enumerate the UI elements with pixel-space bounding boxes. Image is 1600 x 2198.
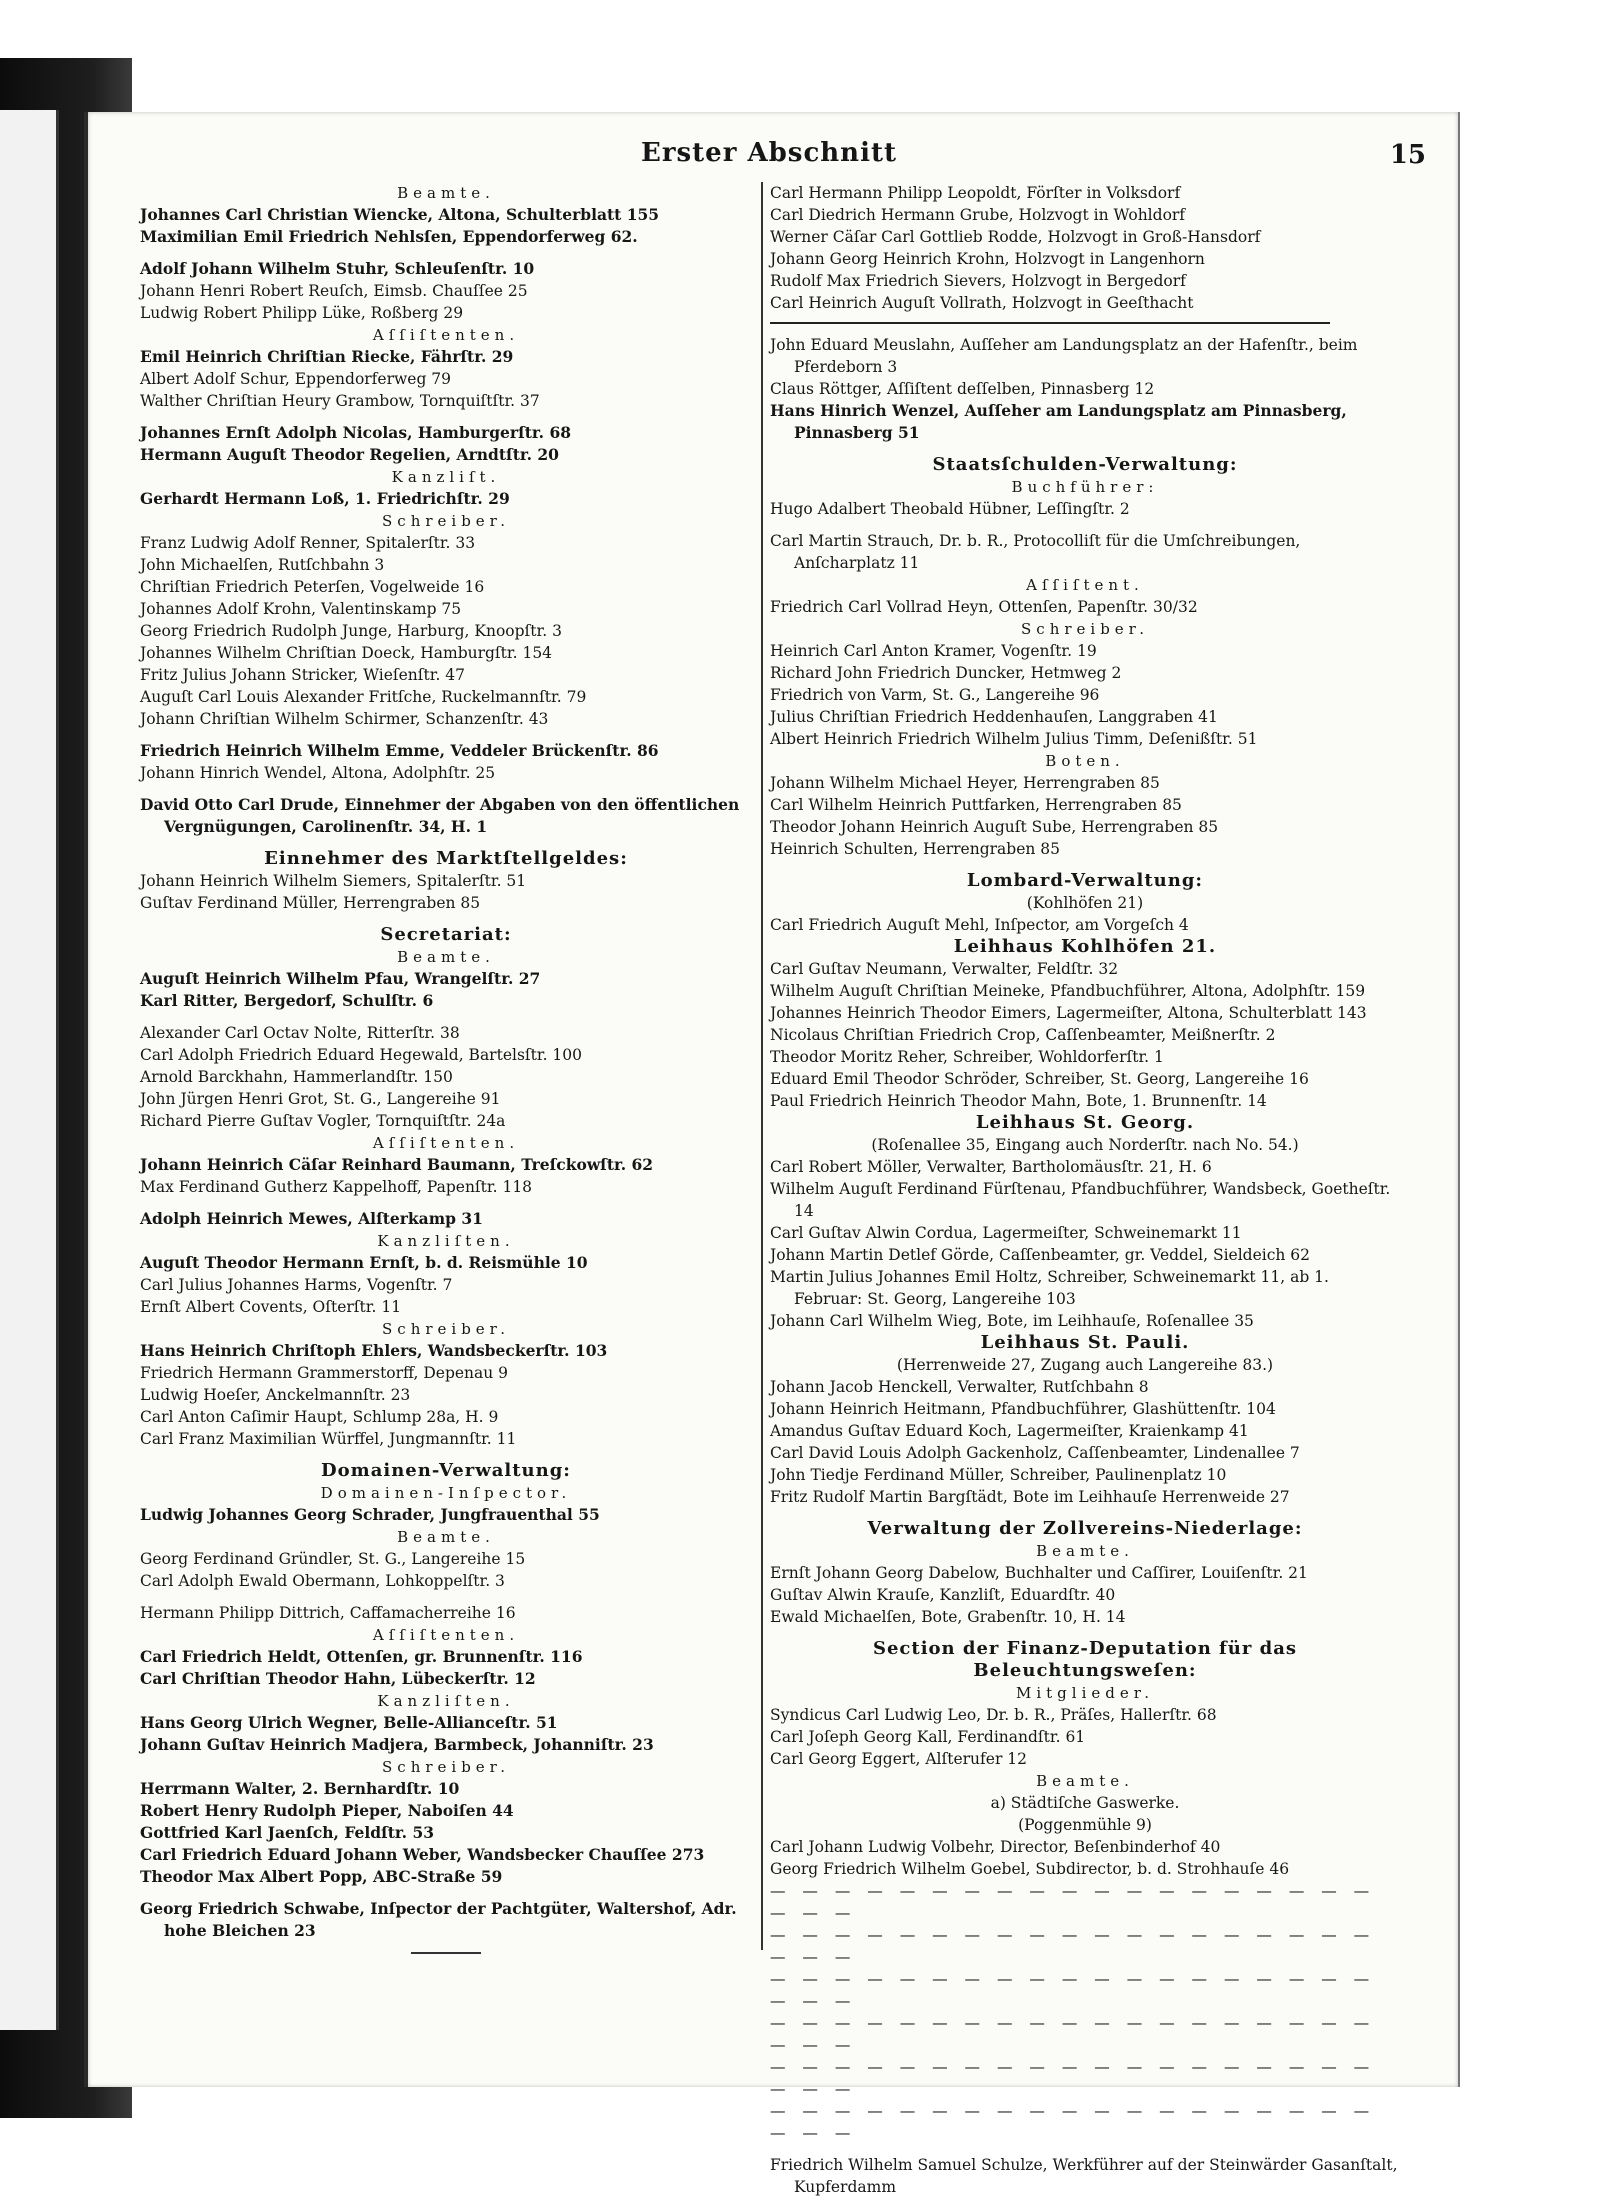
directory-entry: Carl Anton Caſimir Haupt, Schlump 28a, H. 9 <box>140 1408 499 1426</box>
directory-entry: Carl Robert Möller, Verwalter, Bartholomäusſtr. 21, H. 6 <box>770 1158 1212 1176</box>
directory-entry: Auguſt Carl Louis Alexander Fritſche, Ruckelmannſtr. 79 <box>140 688 587 706</box>
directory-entry: Hermann Auguſt Theodor Regelien, Arndtſtr. 20 <box>140 445 559 464</box>
dash-line: — — — — — — — — — — — — — — — — — — — — — — <box>770 2014 1376 2054</box>
directory-entry: Richard John Friedrich Duncker, Hetmweg 2 <box>770 664 1122 682</box>
address-note: (Poggenmühle 9) <box>1018 1816 1152 1834</box>
spacer <box>140 412 752 422</box>
directory-entry: Carl Adolph Friedrich Eduard Hegewald, Bartelsſtr. 100 <box>140 1046 583 1064</box>
section-heading: Leihhaus St. Georg. <box>975 1112 1195 1133</box>
subheading: Aſſiſtenten. <box>372 326 520 344</box>
directory-entry: Eduard Emil Theodor Schröder, Schreiber, St. Georg, Langereihe 16 <box>770 1070 1309 1088</box>
directory-entry: Ernſt Johann Georg Dabelow, Buchhalter und Caſſirer, Louiſenſtr. 21 <box>770 1564 1308 1582</box>
directory-entry: Johannes Carl Christian Wiencke, Altona, Schulterblatt 155 <box>140 205 660 224</box>
spacer <box>140 1592 752 1602</box>
column-divider <box>761 182 763 1950</box>
directory-entry: Syndicus Carl Ludwig Leo, Dr. b. R., Präſes, Hallerſtr. 68 <box>770 1706 1217 1724</box>
spacer <box>140 730 752 740</box>
directory-entry: Theodor Max Albert Popp, ABC-Straße 59 <box>140 1867 503 1886</box>
directory-entry: Maximilian Emil Friedrich Nehlsſen, Eppendorferweg 62. <box>140 227 638 246</box>
page-number: 15 <box>1389 140 1426 170</box>
directory-entry: Wilhelm Auguſt Ferdinand Fürſtenau, Pfandbuchführer, Wandsbeck, Goetheſtr. 14 <box>770 1180 1391 1220</box>
directory-entry: Carl Friedrich Heldt, Ottenſen, gr. Brunnenſtr. 116 <box>140 1647 583 1666</box>
directory-entry: Guſtav Alwin Krauſe, Kanzliſt, Eduardſtr. 40 <box>770 1586 1116 1604</box>
page-header <box>84 138 1454 178</box>
directory-entry: Friedrich Heinrich Wilhelm Emme, Veddeler Brückenſtr. 86 <box>140 741 659 760</box>
subheading: Buchführer: <box>1011 478 1159 496</box>
directory-entry: Johann Heinrich Wilhelm Siemers, Spitalerſtr. 51 <box>140 872 527 890</box>
dash-line: — — — — — — — — — — — — — — — — — — — — — — <box>770 1926 1376 1966</box>
directory-entry: Fritz Rudolf Martin Bargſtädt, Bote im Leihhauſe Herrenweide 27 <box>770 1488 1290 1506</box>
directory-entry: Johann Heinrich Cäſar Reinhard Baumann, Treſckowſtr. 62 <box>140 1155 654 1174</box>
directory-entry: Carl Wilhelm Heinrich Puttfarken, Herrengraben 85 <box>770 796 1182 814</box>
spacer <box>770 444 1400 454</box>
dash-line: — — — — — — — — — — — — — — — — — — — — — — <box>770 2102 1376 2142</box>
spacer <box>770 520 1400 530</box>
directory-entry: Auguſt Theodor Hermann Ernſt, b. d. Reismühle 10 <box>140 1253 588 1272</box>
directory-entry: Claus Röttger, Aſſiſtent deſſelben, Pinnasberg 12 <box>770 380 1155 398</box>
section-rule <box>770 322 1330 324</box>
address-note: a) Städtiſche Gaswerke. <box>990 1794 1180 1812</box>
subheading: Beamte. <box>397 1528 495 1546</box>
directory-entry: Hermann Philipp Dittrich, Caffamacherreihe 16 <box>140 1604 516 1622</box>
directory-entry: Auguſt Heinrich Wilhelm Pfau, Wrangelſtr. 27 <box>140 969 541 988</box>
directory-entry: Paul Friedrich Heinrich Theodor Mahn, Bote, 1. Brunnenſtr. 14 <box>770 1092 1267 1110</box>
directory-entry: Georg Friedrich Schwabe, Inſpector der Pachtgüter, Waltershof, Adr. hohe Bleichen 23 <box>140 1899 737 1940</box>
directory-entry: Adolf Johann Wilhelm Stuhr, Schleuſenſtr. 10 <box>140 259 535 278</box>
directory-entry: Karl Ritter, Bergedorf, Schulſtr. 6 <box>140 991 434 1010</box>
directory-entry: Theodor Moritz Reher, Schreiber, Wohldorferſtr. 1 <box>770 1048 1164 1066</box>
directory-entry: Johann Georg Heinrich Krohn, Holzvogt in Langenhorn <box>770 250 1205 268</box>
subheading: Mitglieder. <box>1015 1684 1155 1702</box>
directory-entry: Gerhardt Hermann Loß, 1. Friedrichſtr. 29 <box>140 489 510 508</box>
section-heading: Section der Finanz-Deputation für das Beleuchtungsweſen: <box>872 1638 1298 1681</box>
directory-entry: Julius Chriſtian Friedrich Heddenhauſen, Langgraben 41 <box>770 708 1218 726</box>
spacer <box>140 914 752 924</box>
directory-entry: Carl Adolph Ewald Obermann, Lohkoppelſtr. 3 <box>140 1572 505 1590</box>
spacer <box>140 838 752 848</box>
directory-entry: Johann Jacob Henckell, Verwalter, Rutſchbahn 8 <box>770 1378 1149 1396</box>
directory-entry: Chriſtian Friedrich Peterſen, Vogelweide 16 <box>140 578 485 596</box>
directory-entry: Werner Cäſar Carl Gottlieb Rodde, Holzvogt in Groß-Hansdorf <box>770 228 1261 246</box>
subheading: Aſſiſtenten. <box>372 1626 520 1644</box>
directory-entry: Carl Martin Strauch, Dr. b. R., Protocolliſt für die Umſchreibungen, Anſcharplatz 11 <box>770 532 1301 572</box>
subheading: Beamte. <box>1036 1542 1134 1560</box>
spacer <box>770 1628 1400 1638</box>
right-column <box>770 182 1400 2198</box>
directory-entry: Martin Julius Johannes Emil Holtz, Schreiber, Schweinemarkt 11, ab 1. Februar: St. Georg, Langereihe 103 <box>770 1268 1329 1308</box>
directory-entry: Fritz Julius Johann Stricker, Wieſenſtr. 47 <box>140 666 466 684</box>
left-column <box>140 182 752 1966</box>
directory-entry: Carl Guſtav Alwin Corduа, Lagermeiſter, Schweinemarkt 11 <box>770 1224 1242 1242</box>
directory-entry: Albert Heinrich Friedrich Wilhelm Julius Timm, Deſenißſtr. 51 <box>770 730 1258 748</box>
subheading: Schreiber. <box>382 1320 510 1338</box>
directory-entry: Johannes Ernſt Adolph Nicolas, Hamburgerſtr. 68 <box>140 423 572 442</box>
directory-entry: Friedrich Carl Vollrad Heyn, Ottenſen, Papenſtr. 30/32 <box>770 598 1198 616</box>
directory-entry: Johann Heinrich Heitmann, Pfandbuchführer, Glashüttenſtr. 104 <box>770 1400 1276 1418</box>
subheading: Kanzliſten. <box>377 1232 515 1250</box>
directory-entry: Hans Hinrich Wenzel, Auſſeher am Landungsplatz am Pinnasberg, Pinnasberg 51 <box>770 401 1347 442</box>
directory-entry: Johann Hinrich Wendel, Altona, Adolphſtr. 25 <box>140 764 496 782</box>
section-heading: Leihhaus St. Pauli. <box>980 1332 1190 1353</box>
subheading: Domainen-Inſpector. <box>320 1484 572 1502</box>
directory-entry: David Otto Carl Drude, Einnehmer der Abgaben von den öffentlichen Vergnügungen, Carolinenſtr. 34, H. 1 <box>140 795 740 836</box>
directory-entry: Emil Heinrich Chriſtian Riecke, Fährſtr. 29 <box>140 347 514 366</box>
subheading: Schreiber. <box>382 1758 510 1776</box>
section-heading: Staatsſchulden-Verwaltung: <box>932 454 1238 475</box>
directory-entry: John Michaelſen, Rutſchbahn 3 <box>140 556 385 574</box>
directory-entry: Ludwig Johannes Georg Schrader, Jungfrauenthal 55 <box>140 1505 600 1524</box>
directory-entry: Carl Guſtav Neumann, Verwalter, Feldſtr. 32 <box>770 960 1119 978</box>
subheading: Beamte. <box>1036 1772 1134 1790</box>
directory-entry: Georg Friedrich Rudolph Junge, Harburg, Knoopſtr. 3 <box>140 622 562 640</box>
directory-entry: Walther Chriſtian Heury Grambow, Tornquiſtſtr. 37 <box>140 392 540 410</box>
section-rule <box>411 1952 481 1954</box>
spacer <box>140 784 752 794</box>
directory-entry: Carl Georg Eggert, Alſterufer 12 <box>770 1750 1028 1768</box>
address-note: (Herrenweide 27, Zugang auch Langereihe 83.) <box>896 1356 1274 1374</box>
subheading: Boten. <box>1045 752 1125 770</box>
address-note: (Kohlhöfen 21) <box>1026 894 1144 912</box>
directory-entry: Johann Martin Detlef Görde, Caſſenbeamter, gr. Veddel, Sieldeich 62 <box>770 1246 1311 1264</box>
directory-entry: Rudolf Max Friedrich Sievers, Holzvogt in Bergedorf <box>770 272 1186 290</box>
directory-entry: Ludwig Hoeſer, Anckelmannſtr. 23 <box>140 1386 411 1404</box>
directory-entry: Max Ferdinand Gutherz Kappelhoff, Papenſtr. 118 <box>140 1178 533 1196</box>
directory-entry: Friedrich Wilhelm Samuel Schulze, Werkführer auf der Steinwärder Gasanſtalt, Kupferdamm <box>770 2156 1398 2196</box>
subheading: Schreiber. <box>1021 620 1149 638</box>
directory-entry: Nicolaus Chriſtian Friedrich Crop, Caſſenbeamter, Meißnerſtr. 2 <box>770 1026 1276 1044</box>
directory-entry: Albert Adolf Schur, Eppendorferweg 79 <box>140 370 452 388</box>
directory-entry: Carl Hermann Philipp Leopoldt, Förſter in Volksdorf <box>770 184 1181 202</box>
directory-entry: Johann Carl Wilhelm Wieg, Bote, im Leihhauſe, Roſenallee 35 <box>770 1312 1254 1330</box>
directory-entry: John Jürgen Henri Grot, St. G., Langereihe 91 <box>140 1090 501 1108</box>
directory-entry: Carl Franz Maximilian Würffel, Jungmannſtr. 11 <box>140 1430 517 1448</box>
section-heading: Lombard-Verwaltung: <box>966 870 1204 891</box>
spacer <box>770 860 1400 870</box>
directory-entry: Adolph Heinrich Mewes, Alſterkamp 31 <box>140 1209 483 1228</box>
directory-entry: Hans Georg Ulrich Wegner, Belle-Allianceſtr. 51 <box>140 1713 558 1732</box>
subheading: Beamte. <box>397 184 495 202</box>
subheading: Beamte. <box>397 948 495 966</box>
directory-entry: Johannes Wilhelm Chriſtian Doeck, Hamburgſtr. 154 <box>140 644 553 662</box>
directory-entry: Carl Julius Johannes Harms, Vogenſtr. 7 <box>140 1276 453 1294</box>
subheading: Kanzliſt. <box>391 468 501 486</box>
section-heading: Secretariat: <box>380 924 512 945</box>
address-note: (Roſenallee 35, Eingang auch Norderſtr. nach No. 54.) <box>871 1136 1299 1154</box>
directory-entry: Carl David Louis Adolph Gackenholz, Caſſenbeamter, Lindenallee 7 <box>770 1444 1300 1462</box>
directory-entry: Theodor Johann Heinrich Auguſt Sube, Herrengraben 85 <box>770 818 1219 836</box>
subheading: Kanzliſten. <box>377 1692 515 1710</box>
section-heading: Verwaltung der Zollvereins-Niederlage: <box>867 1518 1303 1539</box>
directory-entry: Alexander Carl Octav Nolte, Ritterſtr. 38 <box>140 1024 460 1042</box>
directory-entry: Carl Heinrich Auguſt Vollrath, Holzvogt in Geeſthacht <box>770 294 1194 312</box>
dash-line: — — — — — — — — — — — — — — — — — — — — — — <box>770 1882 1376 1922</box>
section-heading: Leihhaus Kohlhöfen 21. <box>953 936 1217 957</box>
directory-entry: Carl Friedrich Auguſt Mehl, Inſpector, am Vorgeſch 4 <box>770 916 1189 934</box>
directory-entry: Amandus Guſtav Eduard Koch, Lagermeiſter, Kraienkamp 41 <box>770 1422 1249 1440</box>
directory-entry: Heinrich Carl Anton Kramer, Vogenſtr. 19 <box>770 642 1097 660</box>
spacer <box>770 2144 1400 2154</box>
directory-entry: Robert Henry Rudolph Pieper, Naboiſen 44 <box>140 1801 514 1820</box>
section-heading: Domainen-Verwaltung: <box>321 1460 571 1481</box>
directory-entry: Ernſt Albert Covents, Oſterſtr. 11 <box>140 1298 402 1316</box>
directory-entry: Guſtav Ferdinand Müller, Herrengraben 85 <box>140 894 481 912</box>
spacer <box>140 248 752 258</box>
subheading: Schreiber. <box>382 512 510 530</box>
directory-entry: Arnold Barckhahn, Hammerlandſtr. 150 <box>140 1068 453 1086</box>
directory-entry: Gottfried Karl Jaenſch, Feldſtr. 53 <box>140 1823 435 1842</box>
directory-entry: Carl Joſeph Georg Kall, Ferdinandſtr. 61 <box>770 1728 1086 1746</box>
directory-entry: Friedrich Hermann Grammerstorff, Depenau 9 <box>140 1364 509 1382</box>
directory-entry: Johannes Adolf Krohn, Valentinskamp 75 <box>140 600 462 618</box>
directory-entry: Johann Guſtav Heinrich Madjera, Barmbeck, Johanniſtr. 23 <box>140 1735 654 1754</box>
directory-entry: Wilhelm Auguſt Chriſtian Meineke, Pfandbuchführer, Altona, Adolphſtr. 159 <box>770 982 1366 1000</box>
directory-entry: Ludwig Robert Philipp Lüke, Roßberg 29 <box>140 304 464 322</box>
directory-entry: Johann Henri Robert Reuſch, Eimsb. Chauſſee 25 <box>140 282 528 300</box>
directory-entry: Ewald Michaelſen, Bote, Grabenſtr. 10, H. 14 <box>770 1608 1126 1626</box>
spacer <box>140 1450 752 1460</box>
spacer <box>140 1012 752 1022</box>
spacer <box>140 1888 752 1898</box>
directory-entry: Johannes Heinrich Theodor Eimers, Lagermeiſter, Altona, Schulterblatt 143 <box>770 1004 1367 1022</box>
subheading: Aſſiſtenten. <box>372 1134 520 1152</box>
section-heading: Einnehmer des Marktſtellgeldes: <box>264 848 628 869</box>
directory-entry: Herrmann Walter, 2. Bernhardſtr. 10 <box>140 1779 460 1798</box>
directory-entry: Franz Ludwig Adolf Renner, Spitalerſtr. 33 <box>140 534 476 552</box>
directory-entry: Carl Friedrich Eduard Johann Weber, Wandsbecker Chauſſee 273 <box>140 1845 705 1864</box>
directory-entry: John Eduard Meuslahn, Auſſeher am Landungsplatz an der Hafenſtr., beim Pferdeborn 3 <box>770 336 1358 376</box>
directory-entry: Carl Diedrich Hermann Grube, Holzvogt in Wohldorf <box>770 206 1186 224</box>
previous-page-edge <box>0 110 59 2030</box>
spacer <box>770 1508 1400 1518</box>
directory-entry: Georg Friedrich Wilhelm Goebel, Subdirector, b. d. Strohhauſe 46 <box>770 1860 1290 1878</box>
directory-entry: Richard Pierre Guſtav Vogler, Tornquiſtſtr. 24a <box>140 1112 506 1130</box>
directory-entry: John Tiedje Ferdinand Müller, Schreiber, Paulinenplatz 10 <box>770 1466 1227 1484</box>
directory-entry: Carl Chriſtian Theodor Hahn, Lübeckerſtr. 12 <box>140 1669 536 1688</box>
dash-line: — — — — — — — — — — — — — — — — — — — — — — <box>770 1970 1376 2010</box>
directory-entry: Friedrich von Varm, St. G., Langereihe 96 <box>770 686 1100 704</box>
directory-entry: Johann Chriſtian Wilhelm Schirmer, Schanzenſtr. 43 <box>140 710 549 728</box>
spacer <box>140 1198 752 1208</box>
directory-entry: Carl Johann Ludwig Volbehr, Director, Beſenbinderhof 40 <box>770 1838 1221 1856</box>
directory-entry: Johann Wilhelm Michael Heyer, Herrengraben 85 <box>770 774 1160 792</box>
directory-entry: Hans Heinrich Chriſtoph Ehlers, Wandsbeckerſtr. 103 <box>140 1341 608 1360</box>
directory-entry: Hugo Adalbert Theobald Hübner, Leſſingſtr. 2 <box>770 500 1130 518</box>
directory-entry: Georg Ferdinand Gründler, St. G., Langereihe 15 <box>140 1550 526 1568</box>
dash-line: — — — — — — — — — — — — — — — — — — — — — — <box>770 2058 1376 2098</box>
running-title: Erster Abschnitt <box>641 138 897 168</box>
subheading: Aſſiſtent. <box>1026 576 1144 594</box>
directory-entry: Heinrich Schulten, Herrengraben 85 <box>770 840 1061 858</box>
